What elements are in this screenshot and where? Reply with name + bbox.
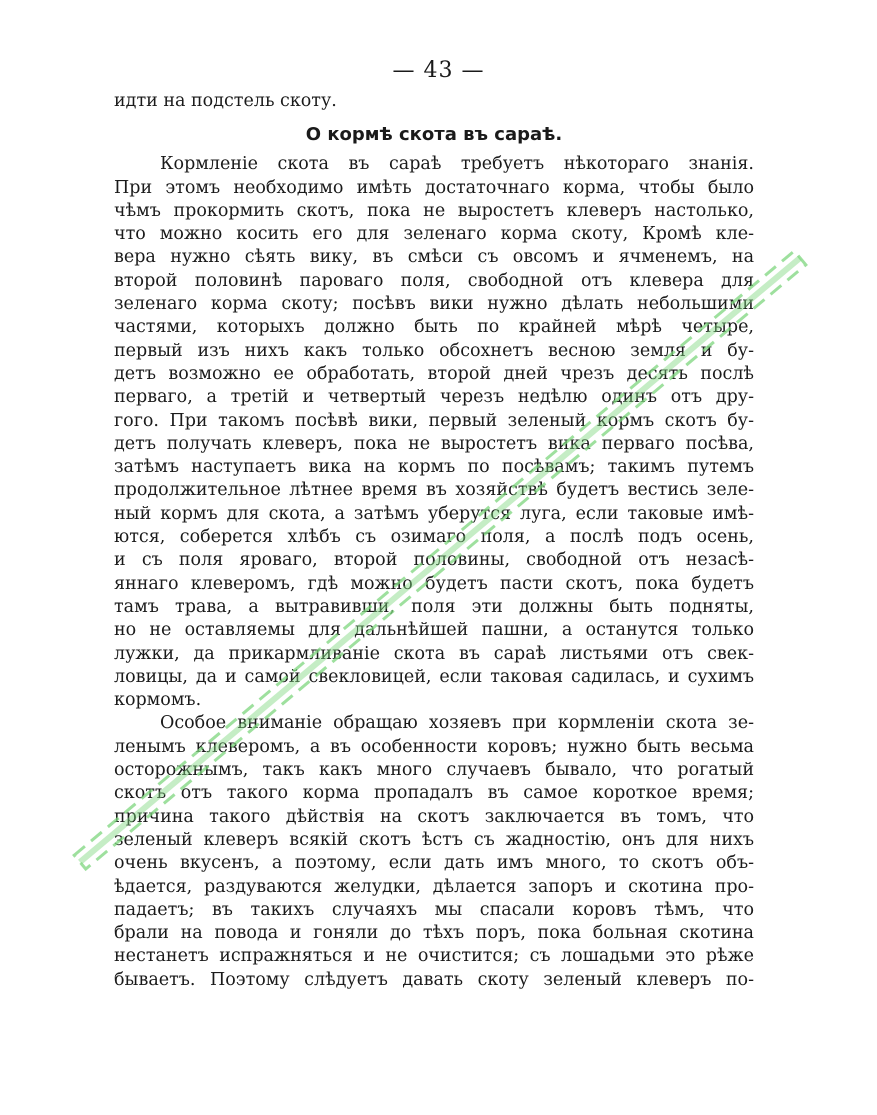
- text-line: ются, соберется хлѣбъ съ озимаго поля, а послѣ подъ осень,: [114, 527, 754, 548]
- paragraph-2: [114, 712, 754, 992]
- text-line: причина такого дѣйствія на скотъ заключается въ томъ, что: [114, 806, 754, 827]
- text-line: Кормленіе скота въ сараѣ требуетъ нѣкотораго знанія.: [160, 154, 754, 175]
- section-heading: О кормѣ скота въ сараѣ.: [305, 124, 563, 146]
- text-line: чѣмъ прокормить скотъ, пока не выростетъ клеверъ настолько,: [114, 200, 754, 221]
- text-line: ный кормъ для скота, а затѣмъ уберутся луга, если таковые имѣ-: [114, 503, 754, 524]
- text-line: скотъ отъ такого корма пропадалъ въ самое короткое время;: [114, 783, 754, 804]
- text-line: но не оставляемы для дальнѣйшей пашни, а останутся только: [114, 620, 754, 641]
- text-line: кормомъ.: [114, 690, 202, 711]
- text-line: и съ поля яроваго, второй половины, свободной отъ незасѣ-: [114, 550, 754, 571]
- text-line: тамъ трава, а вытравивши, поля эти должны быть подняты,: [114, 596, 754, 617]
- text-line: гого. При такомъ посѣвѣ вики, первый зеленый кормъ скотъ бу-: [114, 410, 754, 431]
- text-line: брали на повода и гоняли до тѣхъ поръ, пока больная скотина: [114, 923, 754, 944]
- text-line: что можно косить его для зеленаго корма скоту, Кромѣ кле-: [114, 224, 754, 245]
- text-line: детъ возможно ее обработать, второй дней чрезъ десять послѣ: [114, 363, 754, 384]
- text-line: первый изъ нихъ какъ только обсохнетъ весною земля и бу-: [114, 340, 754, 361]
- text-line: яннаго клеверомъ, гдѣ можно будетъ пасти скотъ, пока будетъ: [114, 573, 754, 594]
- continuation-line: идти на подстель скоту.: [114, 91, 337, 111]
- paragraph-1: [114, 153, 754, 712]
- text-line: очень вкусенъ, а поэтому, если дать имъ много, то скотъ объ-: [114, 853, 754, 874]
- text-line: затѣмъ наступаетъ вика на кормъ по посѣвамъ; такимъ путемъ: [114, 457, 754, 478]
- text-line: бываетъ. Поэтому слѣдуетъ давать скоту зеленый клеверъ по-: [114, 969, 754, 990]
- text-line: второй половинѣ пароваго поля, свободной отъ клевера для: [114, 270, 754, 291]
- page-number: — 43 —: [392, 58, 485, 83]
- text-line: ленымъ клеверомъ, а въ особенности коровъ; нужно быть весьма: [114, 736, 754, 757]
- text-line: перваго, а третій и четвертый черезъ недѣлю одинъ отъ дру-: [114, 387, 754, 408]
- text-line: При этомъ необходимо имѣть достаточнаго корма, чтобы было: [114, 177, 754, 198]
- text-line: вера нужно сѣять вику, въ смѣси съ овсомъ и ячменемъ, на: [114, 247, 754, 268]
- text-line: зеленаго корма скоту; посѣвъ вики нужно дѣлать небольшими: [114, 294, 754, 315]
- text-line: осторожнымъ, такъ какъ много случаевъ бывало, что рогатый: [114, 760, 754, 781]
- text-line: ловицы, да и самой свекловицей, если таковая садилась, и сухимъ: [114, 666, 754, 687]
- text-line: нестанетъ испражняться и не очистится; съ лошадьми это рѣже: [114, 946, 754, 967]
- text-line: падаетъ; въ такихъ случаяхъ мы спасали коровъ тѣмъ, что: [114, 899, 754, 920]
- text-line: детъ получать клеверъ, пока не выростетъ вика перваго посѣва,: [114, 433, 754, 454]
- text-line: ѣдается, раздуваются желудки, дѣлается запоръ и скотина про-: [114, 876, 754, 897]
- text-line: продолжительное лѣтнее время въ хозяйствѣ будетъ вестись зеле-: [114, 480, 754, 501]
- text-line: зеленый клеверъ всякій скотъ ѣстъ съ жадностію, онъ для нихъ: [114, 829, 754, 850]
- body-text: [114, 90, 754, 992]
- text-line: Особое вниманіе обращаю хозяевъ при кормленіи скота зе-: [160, 713, 754, 734]
- text-line: лужки, да прикармливаніе скота въ сараѣ листьями отъ свек-: [114, 643, 754, 664]
- text-line: частями, которыхъ должно быть по крайней мѣрѣ четыре,: [114, 317, 754, 338]
